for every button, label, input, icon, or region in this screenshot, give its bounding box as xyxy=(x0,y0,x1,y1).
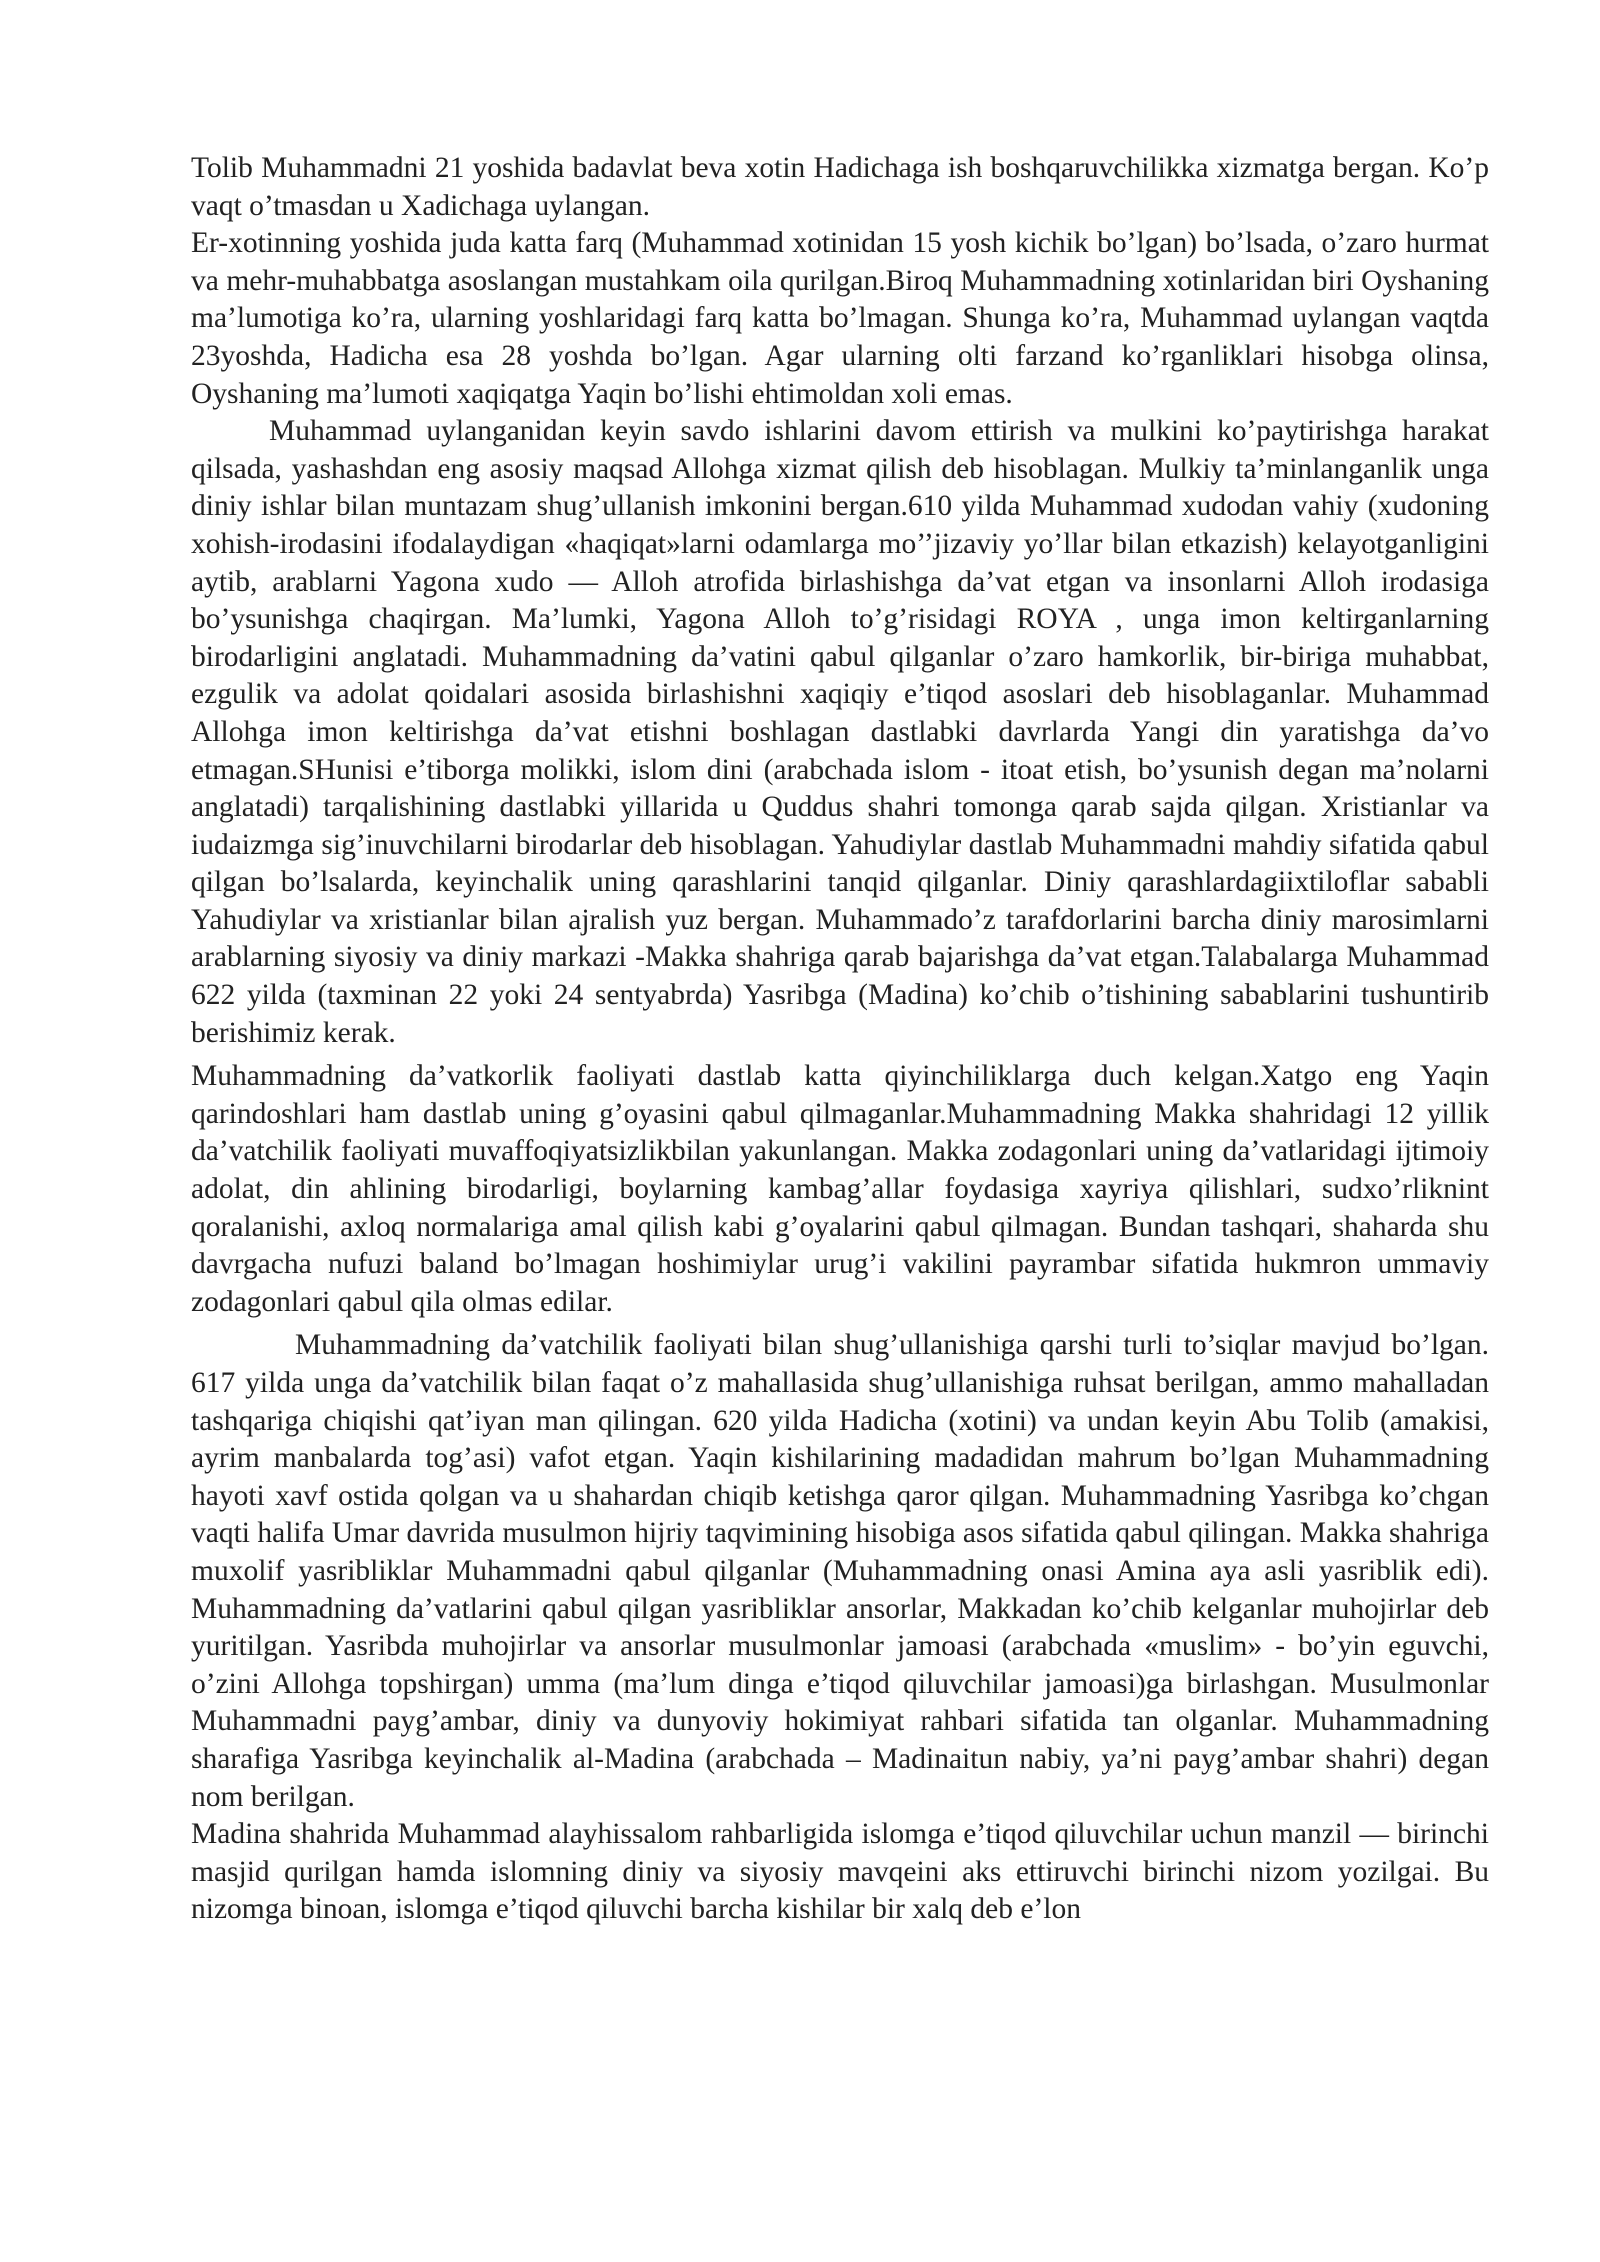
paragraph-1: Tolib Muhammadni 21 yoshida badavlat beva xotin Hadichaga ish boshqaruvchilikka xizmatga bergan. Ko’p vaqt o’tmasdan u Xadichaga uylangan. xyxy=(191,152,1489,222)
paragraph-4: Muhammadning da’vatkorlik faoliyati dastlab katta qiyinchiliklarga duch kelgan.Xatgo eng Yaqin qarindoshlari ham dastlab uning g’oyasini qabul qilmaganlar.Muhammadning Makka shahridagi 12 yillik da’vatchilik faoliyati muvaffoqiyatsizlikbilan yakunlangan. Makka zodagonlari uning da’vatlaridagi ijtimoiy adolat, din ahlining birodarligi, boylarning kambag’allar foydasiga xayriya qilishlari, sudxo’rliknint qoralanishi, axloq normalariga amal qilish kabi g’oyalarini qabul qilmagan. Bundan tashqari, shaharda shu davrgacha nufuzi baland bo’lmagan hoshimiylar urug’i vakilini payrambar sifatida hukmron ummaviy zodagonlari qabul qila olmas edilar. xyxy=(191,1060,1489,1318)
paragraph-3: Muhammad uylanganidan keyin savdo ishlarini davom ettirish va mulkini ko’paytirishga harakat qilsada, yashashdan eng asosiy maqsad Allohga xizmat qilish deb hisoblagan. Mulkiy ta’minlanganlik unga diniy ishlar bilan muntazam shug’ullanish imkonini bergan.610 yilda Muhammad xudodan vahiy (xudoning xohish-irodasini ifodalaydigan «haqiqat»larni odamlarga mo’’jizaviy yo’llar bilan etkazish) kelayotganligini aytib, arablarni Yagona xudo — Alloh atrofida birlashishga da’vat etgan va insonlarni Alloh irodasiga bo’ysunishga chaqirgan. Ma’lumki, Yagona Alloh to’g’risidagi ROYA , unga imon keltirganlarning birodarligini anglatadi. Muhammadning da’vatini qabul qilganlar o’zaro hamkorlik, bir-biriga muhabbat, ezgulik va adolat qoidalari asosida birlashishni xaqiqiy e’tiqod asoslari deb hisoblaganlar. Muhammad Allohga imon keltirishga da’vat etishni boshlagan dastlabki davrlarda Yangi din yaratishga da’vo etmagan.SHunisi e’tiborga molikki, islom dini (arabchada islom - itoat etish, bo’ysunish degan ma’nolarni anglatadi) tarqalishining dastlabki yillarida u Quddus shahri tomonga qarab sajda qilgan. Xristianlar va iudaizmga sig’inuvchilarni birodarlar deb hisoblagan. Yahudiylar dastlab Muhammadni mahdiy sifatida qabul qilgan bo’lsalarda, keyinchalik uning qarashlarini tanqid qilganlar. Diniy qarashlardagiixtiloflar sababli Yahudiylar va xristianlar bilan ajralish yuz bergan. Muhammado’z tarafdorlarini barcha diniy marosimlarni arablarning siyosiy va diniy markazi -Makka shahriga qarab bajarishga da’vat etgan.Talabalarga Muhammad 622 yilda (taxminan 22 yoki 24 sentyabrda) Yasribga (Madina) ko’chib o’tishining sabablarini tushuntirib berishimiz kerak. xyxy=(191,415,1489,1049)
document-body xyxy=(191,150,1489,1929)
paragraph-6: Madina shahrida Muhammad alayhissalom rahbarligida islomga e’tiqod qiluvchilar uchun manzil — birinchi masjid qurilgan hamda islomning diniy va siyosiy mavqeini aks ettiruvchi birinchi nizom yozilgai. Bu nizomga binoan, islomga e’tiqod qiluvchi barcha kishilar bir xalq deb e’lon xyxy=(191,1818,1489,1926)
paragraph-2: Er-xotinning yoshida juda katta farq (Muhammad xotinidan 15 yosh kichik bo’lgan) bo’lsada, o’zaro hurmat va mehr-muhabbatga asoslangan mustahkam oila qurilgan.Biroq Muhammadning xotinlaridan biri Oyshaning ma’lumotiga ko’ra, ularning yoshlaridagi farq katta bo’lmagan. Shunga ko’ra, Muhammad uylangan vaqtda 23yoshda, Hadicha esa 28 yoshda bo’lgan. Agar ularning olti farzand ko’rganliklari hisobga olinsa, Oyshaning ma’lumoti xaqiqatga Yaqin bo’lishi ehtimoldan xoli emas. xyxy=(191,227,1489,410)
paragraph-5: Muhammadning da’vatchilik faoliyati bilan shug’ullanishiga qarshi turli to’siqlar mavjud bo’lgan. 617 yilda unga da’vatchilik bilan faqat o’z mahallasida shug’ullanishiga ruhsat berilgan, ammo mahalladan tashqariga chiqishi qat’iyan man qilingan. 620 yilda Hadicha (xotini) va undan keyin Abu Tolib (amakisi, ayrim manbalarda tog’asi) vafot etgan. Yaqin kishilarining madadidan mahrum bo’lgan Muhammadning hayoti xavf ostida qolgan va u shahardan chiqib ketishga qaror qilgan. Muhammadning Yasribga ko’chgan vaqti halifa Umar davrida musulmon hijriy taqvimining hisobiga asos sifatida qabul qilingan. Makka shahriga muxolif yasribliklar Muhammadni qabul qilganlar (Muhammadning onasi Amina aya asli yasriblik edi). Muhammadning da’vatlarini qabul qilgan yasribliklar ansorlar, Makkadan ko’chib kelganlar muhojirlar deb yuritilgan. Yasribda muhojirlar va ansorlar musulmonlar jamoasi (arabchada «muslim» - bo’yin eguvchi, o’zini Allohga topshirgan) umma (ma’lum dinga e’tiqod qiluvchilar jamoasi)ga birlashgan. Musulmonlar Muhammadni payg’ambar, diniy va dunyoviy hokimiyat rahbari sifatida tan olganlar. Muhammadning sharafiga Yasribga keyinchalik al-Madina (arabchada – Madinaitun nabiy, ya’ni payg’ambar shahri) degan nom berilgan. xyxy=(191,1329,1489,1813)
